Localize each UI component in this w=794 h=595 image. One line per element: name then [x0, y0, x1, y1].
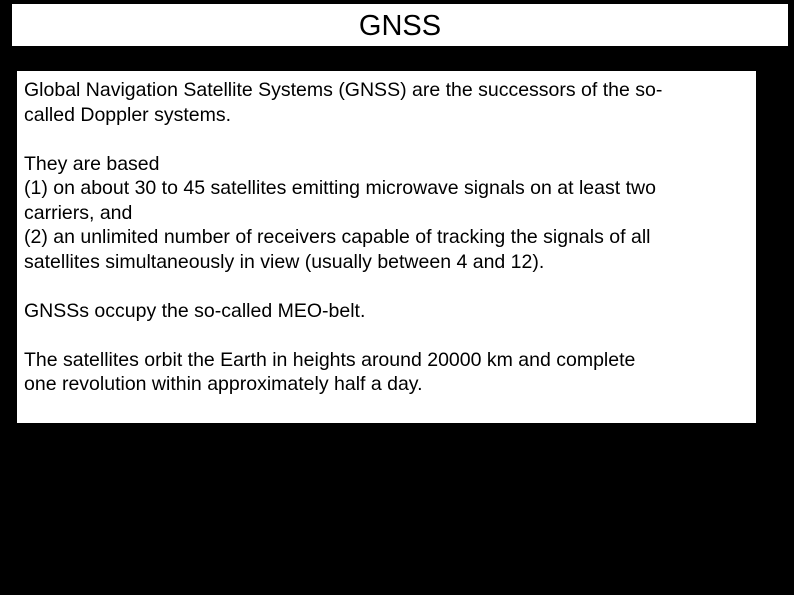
paragraph-orbit — [24, 348, 750, 397]
content-box — [17, 71, 756, 423]
text-line: one revolution within approximately half a day. — [24, 373, 423, 395]
text-line: Global Navigation Satellite Systems (GNSS) are the successors of the so- — [24, 79, 663, 101]
paragraph-intro — [24, 78, 750, 127]
title-bar — [12, 4, 788, 46]
paragraph-basis — [24, 152, 750, 275]
text-line: They are based — [24, 152, 160, 175]
text-line: (2) an unlimited number of receivers capable of tracking the signals of all — [24, 226, 651, 248]
paragraph-meo-belt — [24, 299, 750, 324]
text-line: (1) on about 30 to 45 satellites emitting microwave signals on at least two — [24, 177, 656, 199]
text-line: GNSSs occupy the so-called MEO-belt. — [24, 299, 366, 322]
text-line: called Doppler systems. — [24, 103, 231, 126]
page-title: GNSS — [358, 9, 442, 42]
text-line: satellites simultaneously in view (usually between 4 and 12). — [24, 250, 545, 273]
text-line: The satellites orbit the Earth in heights around 20000 km and complete — [24, 348, 636, 371]
text-line: carriers, and — [24, 201, 133, 224]
